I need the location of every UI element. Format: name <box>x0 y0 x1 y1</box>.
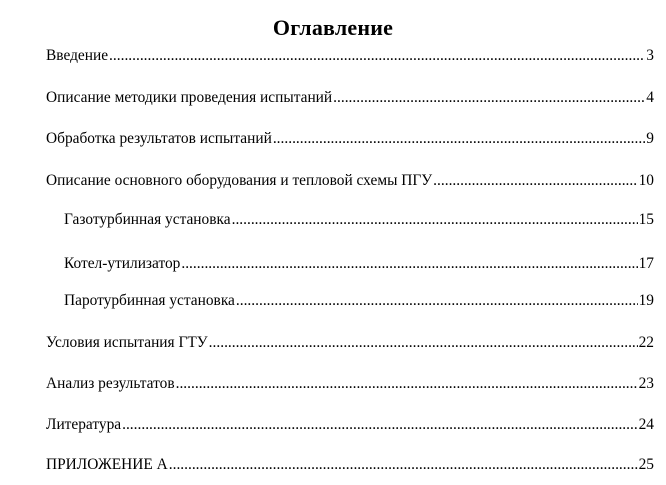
toc-entry-label: Введение <box>46 47 109 64</box>
toc-entry-page-number: 9 <box>646 130 654 147</box>
dot-leader <box>236 291 638 311</box>
toc-entry-label: Анализ результатов <box>46 375 175 392</box>
dot-leader <box>122 415 638 435</box>
toc-entry-page-number: 10 <box>638 172 654 189</box>
toc-entry-page-number: 4 <box>646 89 654 106</box>
toc-entry-label: Описание методики проведения испытаний <box>46 89 333 106</box>
dot-leader <box>109 46 645 66</box>
toc-entry-page-number: 25 <box>638 456 654 473</box>
toc-entry-page-number: 19 <box>638 292 654 309</box>
toc-entry-results-processing[interactable] <box>46 129 654 149</box>
dot-leader <box>273 129 645 149</box>
toc-entry-literature[interactable] <box>46 415 654 435</box>
toc-entry-page-number: 22 <box>638 334 654 351</box>
toc-entry-label: Литература <box>46 416 122 433</box>
toc-entry-label: Обработка результатов испытаний <box>46 130 272 147</box>
toc-entry-label: Паротурбинная установка <box>64 292 235 309</box>
toc-entry-label: Условия испытания ГТУ <box>46 334 208 351</box>
toc-entry-page-number: 15 <box>638 211 654 228</box>
toc-entry-label: Котел-утилизатор <box>64 255 181 272</box>
toc-entry-steam-turbine-unit[interactable] <box>64 291 654 311</box>
toc-entry-test-methodology[interactable] <box>46 88 654 108</box>
toc-entry-page-number: 23 <box>638 375 654 392</box>
toc-entry-introduction[interactable] <box>46 46 654 66</box>
dot-leader <box>169 455 638 475</box>
toc-entry-label: Газотурбинная установка <box>64 211 231 228</box>
toc-title: Оглавление <box>272 15 394 40</box>
dot-leader <box>333 88 645 108</box>
toc-entry-appendix-a[interactable] <box>46 455 654 475</box>
dot-leader <box>181 254 637 274</box>
toc-entry-heat-recovery-boiler[interactable] <box>64 254 654 274</box>
dot-leader <box>209 333 638 353</box>
toc-entry-equipment-description[interactable] <box>46 171 654 191</box>
dot-leader <box>433 171 637 191</box>
toc-entry-gas-turbine-unit[interactable] <box>64 210 654 230</box>
dot-leader <box>232 210 638 230</box>
toc-entry-label: Описание основного оборудования и тепловой схемы ПГУ <box>46 172 433 189</box>
toc-entry-gtu-test-conditions[interactable] <box>46 333 654 353</box>
dot-leader <box>176 374 638 394</box>
toc-entry-label: ПРИЛОЖЕНИЕ А <box>46 456 168 473</box>
toc-entry-page-number: 17 <box>638 255 654 272</box>
toc-entry-page-number: 3 <box>646 47 654 64</box>
toc-entry-page-number: 24 <box>638 416 654 433</box>
toc-entry-results-analysis[interactable] <box>46 374 654 394</box>
